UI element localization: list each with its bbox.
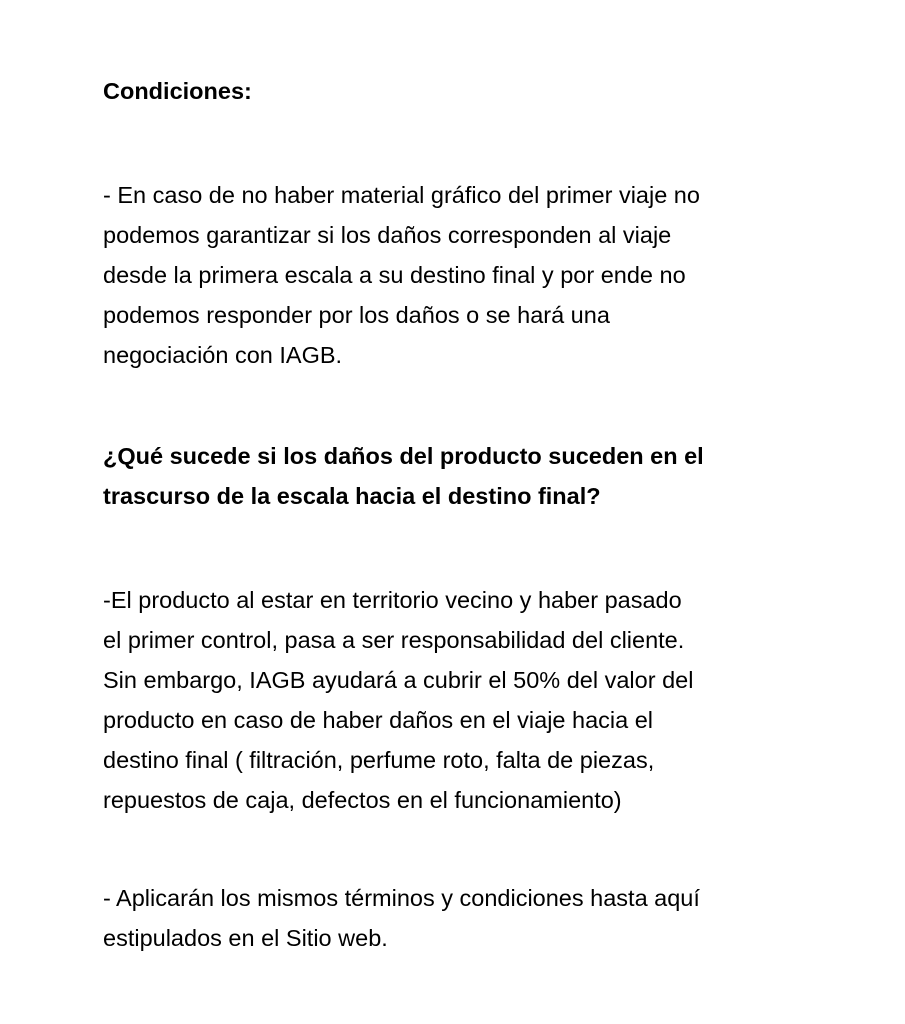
question-heading	[103, 436, 823, 516]
conditions-heading	[103, 71, 823, 111]
paragraph-line: - En caso de no haber material gráfico del primer viaje no	[103, 182, 700, 208]
paragraph-line: podemos garantizar si los daños corresponden al viaje	[103, 222, 672, 248]
paragraph-no-graphic-material	[103, 175, 823, 375]
paragraph-line: desde la primera escala a su destino final y por ende no	[103, 262, 686, 288]
question-line: ¿Qué sucede si los daños del producto suceden en el	[103, 443, 704, 469]
paragraph-terms-apply	[103, 878, 823, 958]
paragraph-customer-responsibility	[103, 580, 823, 820]
paragraph-line: negociación con IAGB.	[103, 342, 343, 368]
paragraph-line: Sin embargo, IAGB ayudará a cubrir el 50% del valor del	[103, 667, 694, 693]
paragraph-line: destino final ( filtración, perfume roto, falta de piezas,	[103, 747, 655, 773]
paragraph-line: producto en caso de haber daños en el viaje hacia el	[103, 707, 654, 733]
paragraph-line: el primer control, pasa a ser responsabilidad del cliente.	[103, 627, 685, 653]
paragraph-line: - Aplicarán los mismos términos y condiciones hasta aquí	[103, 885, 700, 911]
paragraph-line: repuestos de caja, defectos en el funcionamiento)	[103, 787, 622, 813]
heading-text: Condiciones:	[103, 78, 252, 104]
paragraph-line: -El producto al estar en territorio vecino y haber pasado	[103, 587, 682, 613]
paragraph-line: estipulados en el Sitio web.	[103, 925, 388, 951]
paragraph-line: podemos responder por los daños o se hará una	[103, 302, 610, 328]
question-line: trascurso de la escala hacia el destino final?	[103, 483, 601, 509]
